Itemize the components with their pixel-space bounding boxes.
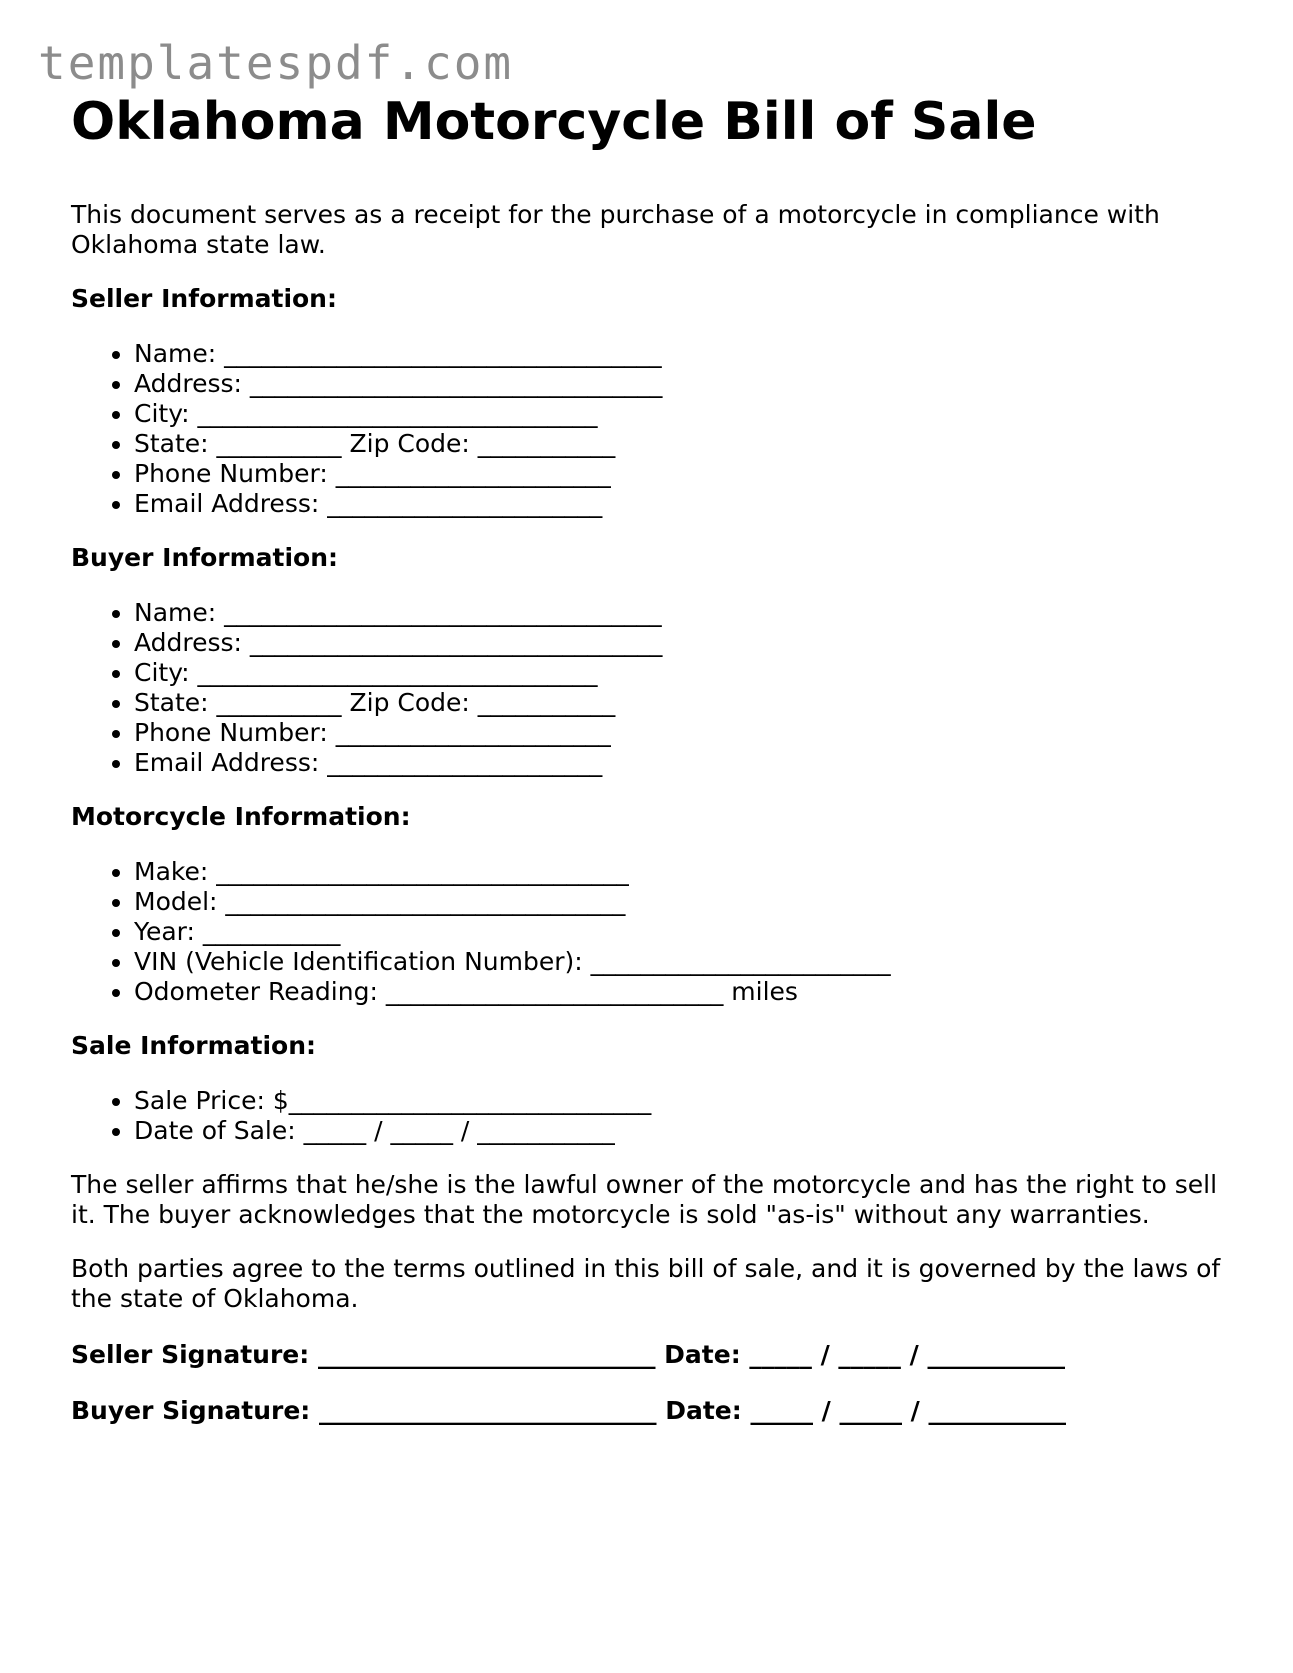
- model-field[interactable]: • Model: ________________________________: [134, 887, 1231, 917]
- seller-signature-line[interactable]: Seller Signature: ___________________________ Date: _____ / _____ / ___________: [71, 1340, 1065, 1369]
- sale-price-field[interactable]: • Sale Price: $_____________________________: [134, 1086, 1231, 1116]
- motorcycle-list: [71, 857, 1231, 1007]
- sale-date-field[interactable]: • Date of Sale: _____ / _____ / ___________: [134, 1116, 1231, 1146]
- buyer-signature-line[interactable]: Buyer Signature: ___________________________ Date: _____ / _____ / ___________: [71, 1396, 1067, 1425]
- sale-list: [71, 1086, 1231, 1146]
- seller-email-field[interactable]: • Email Address: ______________________: [134, 489, 1231, 519]
- buyer-city-field[interactable]: • City: ________________________________: [134, 658, 1231, 688]
- watermark: templatespdf.com: [38, 36, 514, 90]
- odometer-field[interactable]: • Odometer Reading: ___________________________ miles: [134, 977, 1231, 1007]
- buyer-email-field[interactable]: • Email Address: ______________________: [134, 748, 1231, 778]
- buyer-list: [71, 598, 1231, 778]
- buyer-state-zip-field[interactable]: • State: __________ Zip Code: ___________: [134, 688, 1231, 718]
- buyer-address-field[interactable]: • Address: _________________________________: [134, 628, 1231, 658]
- seller-heading: Seller Information:: [71, 284, 337, 313]
- document-page: [71, 88, 1231, 1426]
- seller-city-field[interactable]: • City: ________________________________: [134, 399, 1231, 429]
- seller-name-field[interactable]: • Name: ___________________________________: [134, 339, 1231, 369]
- sale-heading: Sale Information:: [71, 1031, 316, 1060]
- seller-phone-field[interactable]: • Phone Number: ______________________: [134, 459, 1231, 489]
- seller-address-field[interactable]: • Address: _________________________________: [134, 369, 1231, 399]
- buyer-phone-field[interactable]: • Phone Number: ______________________: [134, 718, 1231, 748]
- agreement-paragraph: Both parties agree to the terms outlined in this bill of sale, and it is governed by the laws of the state of Oklahoma.: [71, 1254, 1221, 1313]
- year-field[interactable]: • Year: ___________: [134, 917, 1231, 947]
- motorcycle-heading: Motorcycle Information:: [71, 802, 411, 831]
- buyer-heading: Buyer Information:: [71, 543, 339, 572]
- make-field[interactable]: • Make: _________________________________: [134, 857, 1231, 887]
- affirmation-paragraph: The seller affirms that he/she is the lawful owner of the motorcycle and has the right to sell it. The buyer acknowledges that the motorcycle is sold "as-is" without any warranties.: [71, 1170, 1218, 1229]
- buyer-name-field[interactable]: • Name: ___________________________________: [134, 598, 1231, 628]
- vin-field[interactable]: • VIN (Vehicle Identification Number): ________________________: [134, 947, 1231, 977]
- seller-list: [71, 339, 1231, 519]
- intro-paragraph: This document serves as a receipt for the purchase of a motorcycle in compliance with Oklahoma state law.: [71, 200, 1160, 259]
- page-title: Oklahoma Motorcycle Bill of Sale: [71, 92, 1037, 152]
- seller-state-zip-field[interactable]: • State: __________ Zip Code: ___________: [134, 429, 1231, 459]
